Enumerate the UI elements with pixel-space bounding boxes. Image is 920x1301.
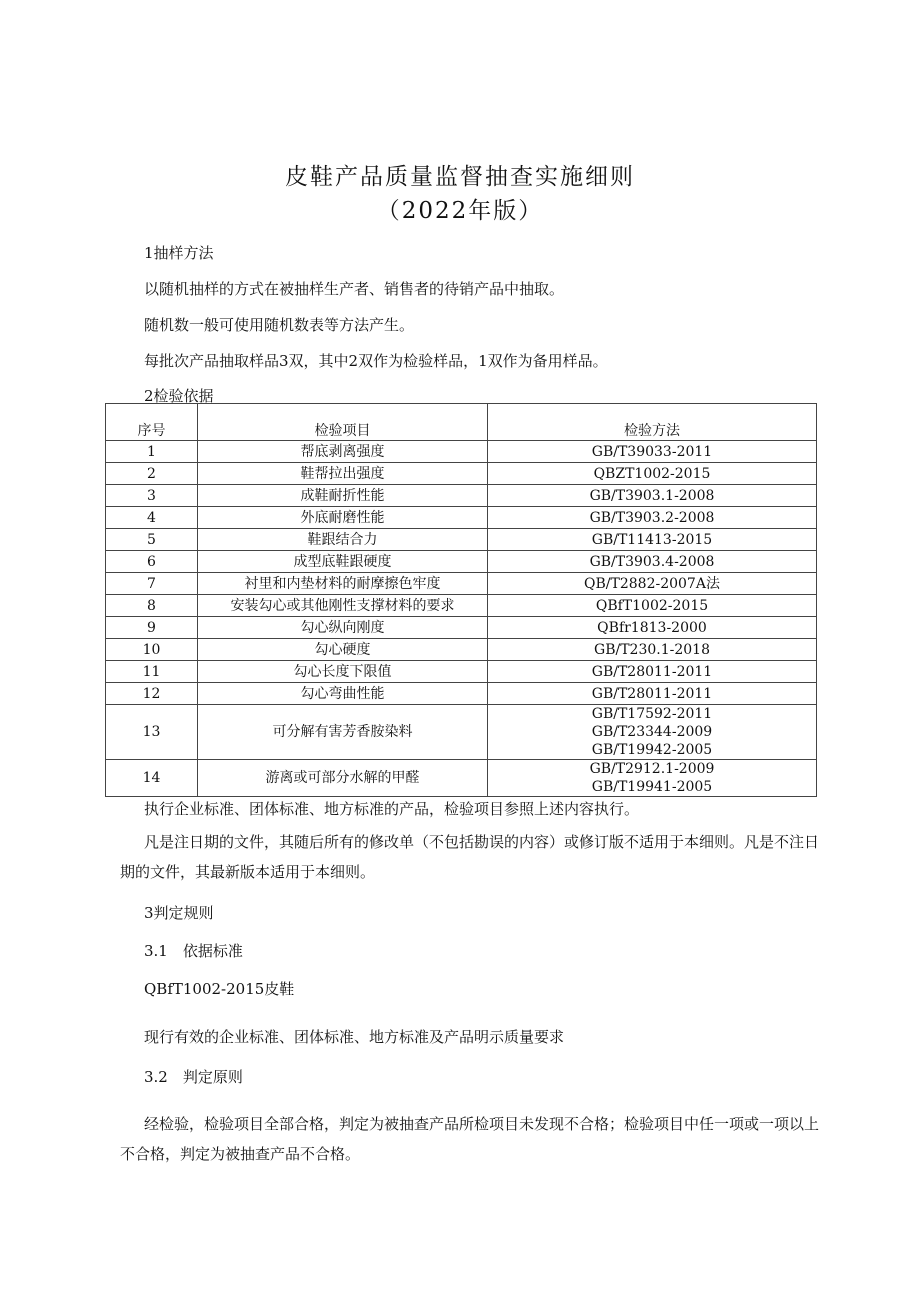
table-row <box>106 617 817 639</box>
table-row <box>106 595 817 617</box>
row-number: 2 <box>106 463 198 485</box>
row-number: 1 <box>106 441 198 463</box>
table-header-row <box>106 404 817 441</box>
inspection-item: 可分解有害芳香胺染料 <box>198 705 488 760</box>
inspection-item: 衬里和内垫材料的耐摩擦色牢度 <box>198 573 488 595</box>
inspection-item: 鞋帮拉出强度 <box>198 463 488 485</box>
standard-line-2: 现行有效的企业标准、团体标准、地方标准及产品明示质量要求 <box>144 1028 565 1046</box>
inspection-method: QBfr1813-2000 <box>488 617 817 639</box>
row-number: 5 <box>106 529 198 551</box>
table-row <box>106 529 817 551</box>
inspection-method: GB/T11413-2015 <box>488 529 817 551</box>
table-row <box>106 639 817 661</box>
table-row <box>106 683 817 705</box>
inspection-method: QBfT1002-2015 <box>488 595 817 617</box>
method-line: GB/T23344-2009 <box>591 724 713 740</box>
inspection-method: GB/T3903.4-2008 <box>488 551 817 573</box>
subsection-3-2-heading: 3.2 判定原则 <box>144 1068 243 1086</box>
inspection-table <box>105 403 817 797</box>
sampling-line-1: 以随机抽样的方式在被抽样生产者、销售者的待销产品中抽取。 <box>144 280 565 298</box>
inspection-method: GB/T3903.2-2008 <box>488 507 817 529</box>
inspection-item: 鞋跟结合力 <box>198 529 488 551</box>
inspection-item: 勾心纵向刚度 <box>198 617 488 639</box>
sampling-line-2: 随机数一般可使用随机数表等方法产生。 <box>144 316 415 334</box>
table-row <box>106 573 817 595</box>
table-row <box>106 463 817 485</box>
document-title: 皮鞋产品质量监督抽查实施细则 <box>285 164 635 190</box>
inspection-method: GB/T3903.1-2008 <box>488 485 817 507</box>
inspection-method: GB/T39033-2011 <box>488 441 817 463</box>
inspection-method: GB/T28011-2011 <box>488 661 817 683</box>
judgement-principle: 经检验，检验项目全部合格，判定为被抽查产品所检项目未发现不合格；检验项目中任一项或一项以上不合格，判定为被抽查产品不合格。 <box>120 1115 820 1163</box>
table-row <box>106 705 817 760</box>
row-number: 7 <box>106 573 198 595</box>
inspection-item: 游离或可部分水解的甲醛 <box>198 760 488 797</box>
method-line: GB/T17592-2011 <box>591 706 713 722</box>
inspection-method: GB/T28011-2011 <box>488 683 817 705</box>
inspection-item: 成鞋耐折性能 <box>198 485 488 507</box>
table-row <box>106 551 817 573</box>
row-number: 8 <box>106 595 198 617</box>
inspection-method: QB/T2882-2007A法 <box>488 573 817 595</box>
table-row <box>106 441 817 463</box>
sampling-line-3: 每批次产品抽取样品3双，其中2双作为检验样品，1双作为备用样品。 <box>144 352 608 370</box>
table-row <box>106 661 817 683</box>
inspection-item: 安装勾心或其他刚性支撑材料的要求 <box>198 595 488 617</box>
table-row <box>106 485 817 507</box>
subsection-3-1-heading: 3.1 依据标准 <box>144 942 243 960</box>
row-number: 13 <box>106 705 198 760</box>
inspection-method: GB/T230.1-2018 <box>488 639 817 661</box>
inspection-item: 勾心弯曲性能 <box>198 683 488 705</box>
row-number: 3 <box>106 485 198 507</box>
inspection-method: QBZT1002-2015 <box>488 463 817 485</box>
method-line: GB/T19942-2005 <box>591 742 713 758</box>
header-item: 检验项目 <box>198 404 488 441</box>
header-no: 序号 <box>106 404 198 441</box>
row-number: 9 <box>106 617 198 639</box>
inspection-item: 成型底鞋跟硬度 <box>198 551 488 573</box>
section-3-heading: 3判定规则 <box>144 904 214 922</box>
row-number: 11 <box>106 661 198 683</box>
standard-line-1: QBfT1002-2015皮鞋 <box>144 980 295 998</box>
row-number: 6 <box>106 551 198 573</box>
table-note-1: 执行企业标准、团体标准、地方标准的产品，检验项目参照上述内容执行。 <box>144 800 640 818</box>
row-number: 12 <box>106 683 198 705</box>
inspection-method <box>488 760 817 797</box>
inspection-item: 勾心长度下限值 <box>198 661 488 683</box>
document-subtitle: （2022年版） <box>376 198 544 224</box>
inspection-method <box>488 705 817 760</box>
row-number: 4 <box>106 507 198 529</box>
inspection-item: 帮底剥离强度 <box>198 441 488 463</box>
row-number: 14 <box>106 760 198 797</box>
table-row <box>106 507 817 529</box>
method-line: GB/T19941-2005 <box>591 779 713 795</box>
header-method: 检验方法 <box>488 404 817 441</box>
inspection-item: 勾心硬度 <box>198 639 488 661</box>
section-2-heading: 2检验依据 <box>144 387 214 405</box>
table-row <box>106 760 817 797</box>
inspection-item: 外底耐磨性能 <box>198 507 488 529</box>
row-number: 10 <box>106 639 198 661</box>
method-line: GB/T2912.1-2009 <box>589 761 715 777</box>
table-note-2: 凡是注日期的文件，其随后所有的修改单（不包括勘误的内容）或修订版不适用于本细则。凡是不注日期的文件，其最新版本适用于本细则。 <box>120 833 820 881</box>
section-1-heading: 1抽样方法 <box>144 244 214 262</box>
